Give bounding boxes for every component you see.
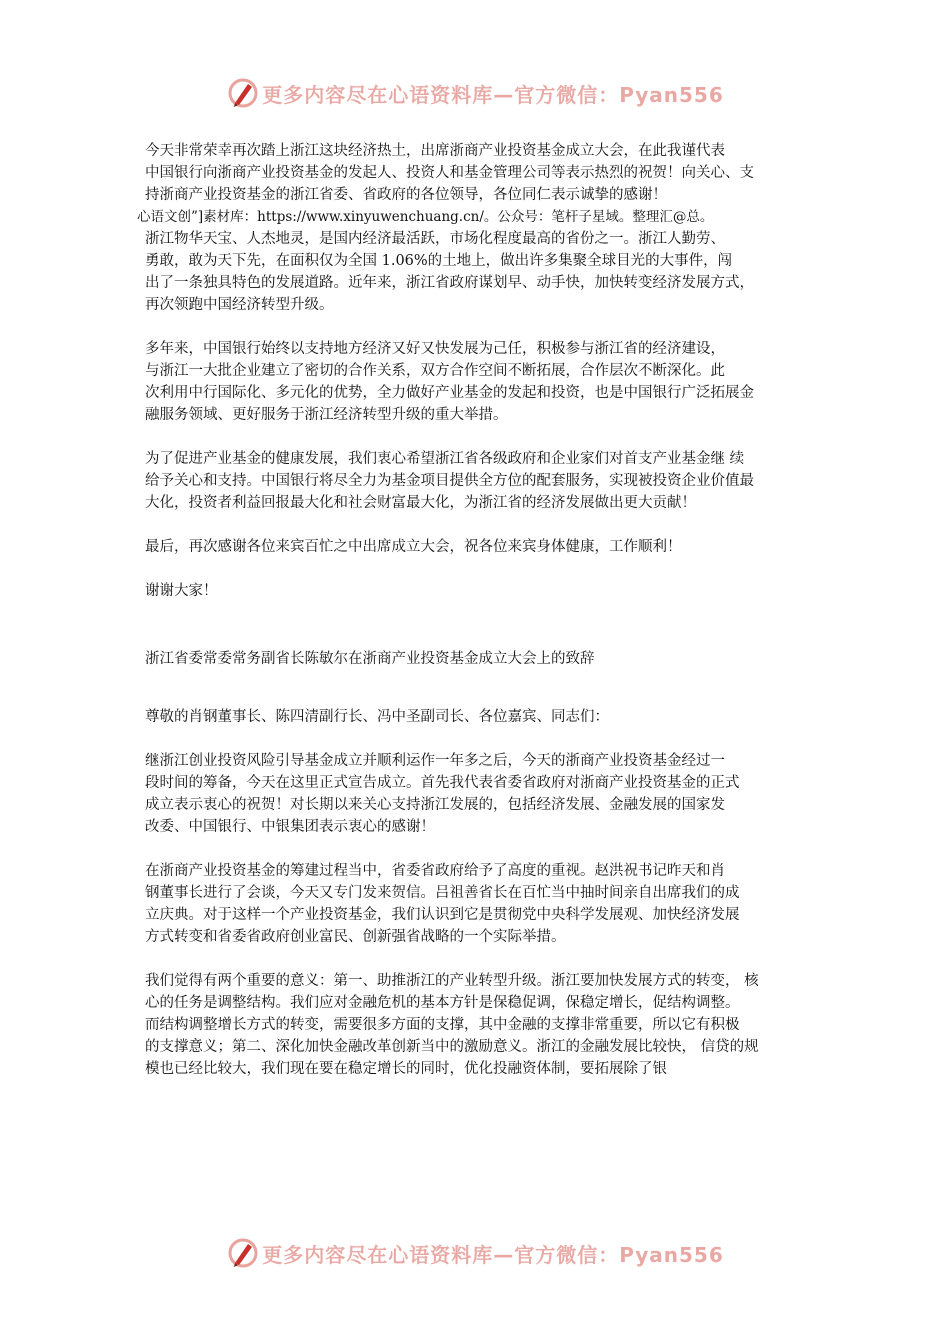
- text-line: 大化，投资者利益回报最大化和社会财富最大化，为浙江省的经济发展做出更大贡献！: [145, 495, 696, 511]
- text-line: 出了一条独具特色的发展道路。近年来，浙江省政府谋划早、动手快，加快转变经济发展方式，: [145, 275, 754, 291]
- text-line: 立庆典。对于这样一个产业投资基金，我们认识到它是贯彻党中央科学发展观、加快经济发展: [145, 907, 740, 923]
- text-line: 成立表示衷心的祝贺！对长期以来关心支持浙江发展的，包括经济发展、金融发展的国家发: [145, 797, 725, 813]
- text-line: 尊敬的肖钢董事长、陈四清副行长、冯中圣副司长、各位嘉宾、同志们：: [145, 709, 609, 725]
- text-line: 段时间的筹备，今天在这里正式宣告成立。首先我代表省委省政府对浙商产业投资基金的正式: [145, 775, 740, 791]
- text-line: 为了促进产业基金的健康发展，我们衷心希望浙江省各级政府和企业家们对首支产业基金继 续: [145, 451, 745, 467]
- text-line: 浙江省委常委常务副省长陈敏尔在浙商产业投资基金成立大会上的致辞: [145, 651, 595, 667]
- text-line: 最后，再次感谢各位来宾百忙之中出席成立大会，祝各位来宾身体健康，工作顺利！: [145, 539, 682, 555]
- paragraph-boc: [145, 338, 825, 426]
- text-line: 谢谢大家！: [145, 583, 218, 599]
- text-line: 而结构调整增长方式的转变，需要很多方面的支撑，其中金融的支撑非常重要，所以它有积极: [145, 1017, 740, 1033]
- paragraph-salutation: [145, 706, 825, 728]
- pen-logo-icon: [226, 1236, 260, 1270]
- watermark-text: 更多内容尽在心语资料库—官方微信：Pyan556: [262, 1242, 724, 1267]
- footer-watermark-banner: [0, 1233, 950, 1273]
- paragraph-source-note: [137, 206, 825, 228]
- document-body: [137, 140, 825, 1102]
- text-line: 继浙江创业投资风险引导基金成立并顺利运作一年多之后，今天的浙商产业投资基金经过一: [145, 753, 725, 769]
- text-line: 勇敢，敢为天下先，在面积仅为全国 1.06%的土地上，做出许多集聚全球目光的大事件，闯: [145, 253, 733, 269]
- watermark-text: 更多内容尽在心语资料库—官方微信：Pyan556: [262, 82, 724, 107]
- paragraph-preparation: [145, 860, 825, 948]
- text-line: 的支撑意义；第二、深化加快金融改革创新当中的激励意义。浙江的金融发展比较快， 信贷的规: [145, 1039, 759, 1055]
- text-line: 浙江物华天宝、人杰地灵，是国内经济最活跃，市场化程度最高的省份之一。浙江人勤劳、: [145, 231, 725, 247]
- paragraph-intro: [145, 140, 825, 206]
- paragraph-zhejiang: [145, 228, 825, 316]
- paragraph-closing: [145, 536, 825, 558]
- speech-title: [145, 648, 825, 670]
- text-line: 心语文创”]素材库：https://www.xinyuwenchuang.cn/。公众号：笔杆子星域。整理汇@总。: [137, 209, 714, 225]
- pen-logo-icon: [226, 76, 260, 110]
- text-line: 再次领跑中国经济转型升级。: [145, 297, 334, 313]
- text-line: 我们觉得有两个重要的意义：第一、助推浙江的产业转型升级。浙江要加快发展方式的转变， 核: [145, 973, 759, 989]
- text-line: 多年来，中国银行始终以支持地方经济又好又快发展为己任，积极参与浙江省的经济建设，: [145, 341, 725, 357]
- text-line: 在浙商产业投资基金的筹建过程当中，省委省政府给予了高度的重视。赵洪祝书记昨天和肖: [145, 863, 725, 879]
- text-line: 模也已经比较大，我们现在要在稳定增长的同时，优化投融资体制，要拓展除了银: [145, 1061, 667, 1077]
- text-line: 给予关心和支持。中国银行将尽全力为基金项目提供全方位的配套服务，实现被投资企业价值最: [145, 473, 754, 489]
- text-line: 融服务领域、更好服务于浙江经济转型升级的重大举措。: [145, 407, 508, 423]
- header-watermark-banner: [0, 73, 950, 113]
- text-line: 今天非常荣幸再次踏上浙江这块经济热土，出席浙商产业投资基金成立大会，在此我谨代表: [145, 143, 725, 159]
- paragraph-founding: [145, 750, 825, 838]
- text-line: 钢董事长进行了会谈，今天又专门发来贺信。吕祖善省长在百忙当中抽时间亲自出席我们的成: [145, 885, 740, 901]
- text-line: 次利用中行国际化、多元化的优势，全力做好产业基金的发起和投资，也是中国银行广泛拓展金: [145, 385, 754, 401]
- text-line: 持浙商产业投资基金的浙江省委、省政府的各位领导，各位同仁表示诚挚的感谢！: [145, 187, 667, 203]
- text-line: 中国银行向浙商产业投资基金的发起人、投资人和基金管理公司等表示热烈的祝贺！向关心、支: [145, 165, 754, 181]
- text-line: 改委、中国银行、中银集团表示衷心的感谢！: [145, 819, 435, 835]
- paragraph-fund-development: [145, 448, 825, 514]
- text-line: 方式转变和省委省政府创业富民、创新强省战略的一个实际举措。: [145, 929, 566, 945]
- paragraph-significance: [145, 970, 825, 1080]
- text-line: 心的任务是调整结构。我们应对金融危机的基本方针是保稳促调，保稳定增长，促结构调整。: [145, 995, 740, 1011]
- text-line: 与浙江一大批企业建立了密切的合作关系，双方合作空间不断拓展，合作层次不断深化。此: [145, 363, 725, 379]
- paragraph-thanks: [145, 580, 825, 602]
